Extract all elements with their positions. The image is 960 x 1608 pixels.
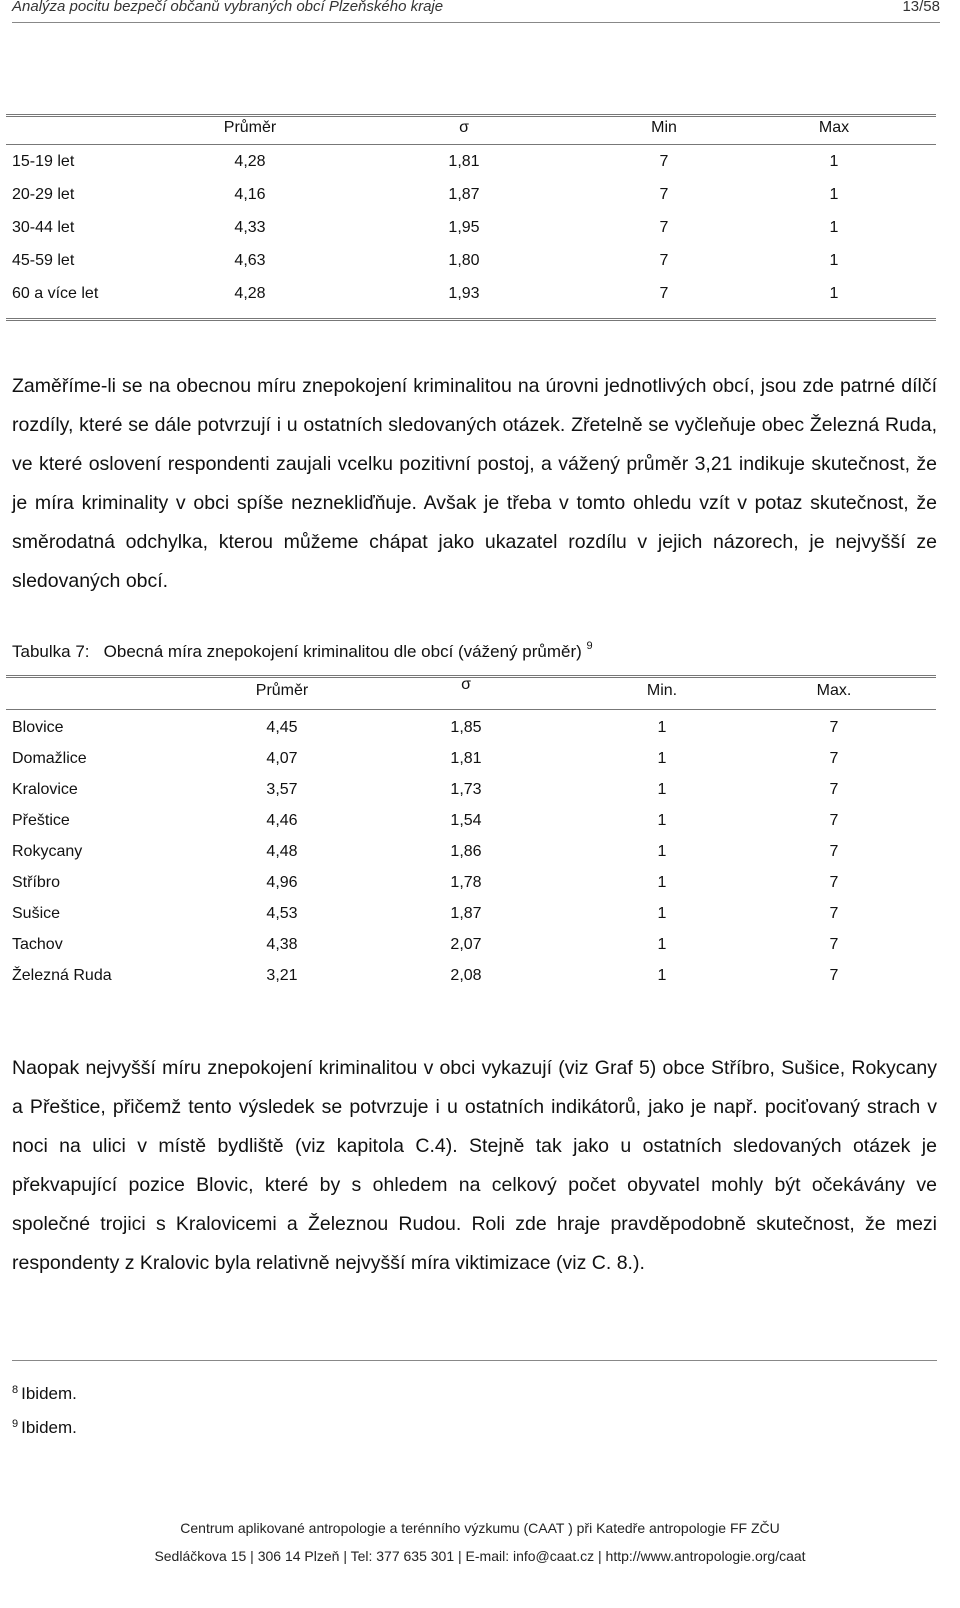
cell-mean: 4,48 (266, 843, 298, 860)
table-header-rule (6, 709, 936, 710)
cell-mean: 4,16 (234, 186, 266, 203)
cell-max: 7 (829, 781, 839, 798)
row-label: Kralovice (12, 781, 78, 798)
caption-text: Obecná míra znepokojení kriminalitou dle obcí (vážený průměr) (103, 642, 582, 661)
cell-max: 7 (829, 967, 839, 984)
row-label: Přeštice (12, 812, 70, 829)
cell-max: 1 (829, 252, 839, 269)
row-label: Stříbro (12, 874, 61, 891)
cell-max: 1 (829, 153, 839, 170)
row-label: Sušice (12, 905, 61, 922)
column-header: Průměr (223, 119, 277, 136)
cell-sigma: 1,85 (450, 719, 482, 736)
row-label: 20-29 let (12, 186, 75, 203)
cell-mean: 4,46 (266, 812, 298, 829)
body-paragraph: Zaměříme-li se na obecnou míru znepokojení kriminalitou na úrovni jednotlivých obcí, jsou zde patrné dílčí rozdíly, které se dále potvrzují i u ostatních sledovaných otázek. Zřetelně se vyčleňuje obec Železná Ruda, ve které oslovení respondenti zaujali vcelku pozitivní postoj, a vážený průměr 3,21 indikuje skutečnost, že je míra kriminality v obci spíše neznekliďňuje. Avšak je třeba v tomto ohledu vzít v potaz skutečnost, že směrodatná odchylka, kterou můžeme chápat jako ukazatel rozdílu v jejich názorech, je nejvyšší ze sledovaných obcí. (12, 375, 937, 592)
cell-min: 1 (657, 843, 667, 860)
row-label: Tachov (12, 936, 63, 953)
cell-sigma: 1,73 (450, 781, 482, 798)
document-header-title: Analýza pocitu bezpečí občanů vybraných obcí Plzeňského kraje (12, 0, 444, 15)
table-header-rule (6, 144, 936, 145)
cell-sigma: 2,07 (450, 936, 482, 953)
footer-contact: Sedláčkova 15 | 306 14 Plzeň | Tel: 377 635 301 | E-mail: info@caat.cz | http://www.antropologie.org/caat (154, 1548, 806, 1564)
footnote (12, 1384, 77, 1404)
cell-mean: 3,57 (266, 781, 298, 798)
cell-max: 7 (829, 874, 839, 891)
footnote (12, 1418, 77, 1438)
column-header: Min (651, 119, 677, 136)
cell-sigma: 1,54 (450, 812, 482, 829)
cell-max: 1 (829, 285, 839, 302)
table-top-rule (6, 114, 936, 117)
cell-min: 1 (657, 967, 667, 984)
row-label: Rokycany (12, 843, 83, 860)
column-header: σ (461, 676, 471, 693)
cell-min: 1 (657, 874, 667, 891)
cell-sigma: 1,81 (448, 153, 480, 170)
cell-min: 7 (659, 186, 669, 203)
cell-min: 1 (657, 936, 667, 953)
cell-min: 1 (657, 781, 667, 798)
row-label: 45-59 let (12, 252, 75, 269)
column-header: Min. (646, 682, 678, 699)
cell-min: 1 (657, 905, 667, 922)
table-bottom-rule (6, 318, 936, 321)
header-divider (12, 22, 940, 23)
row-label: Blovice (12, 719, 64, 736)
cell-max: 7 (829, 719, 839, 736)
cell-min: 1 (657, 750, 667, 767)
footnote-number: 8 (12, 1384, 19, 1396)
cell-mean: 4,07 (266, 750, 298, 767)
cell-min: 1 (657, 812, 667, 829)
cell-mean: 4,28 (234, 153, 266, 170)
cell-mean: 4,96 (266, 874, 298, 891)
cell-sigma: 1,87 (450, 905, 482, 922)
cell-max: 7 (829, 812, 839, 829)
footnote-divider (12, 1360, 937, 1361)
cell-max: 7 (829, 905, 839, 922)
cell-sigma: 1,86 (450, 843, 482, 860)
cell-mean: 4,45 (266, 719, 298, 736)
footer-institution: Centrum aplikované antropologie a terénního výzkumu (CAAT ) při Katedře antropologie FF ZČU (180, 1520, 780, 1536)
footnote-text: Ibidem. (21, 1384, 77, 1403)
cell-max: 7 (829, 843, 839, 860)
cell-sigma: 1,87 (448, 186, 480, 203)
cell-sigma: 1,80 (448, 252, 480, 269)
table-caption (12, 640, 593, 662)
page-number: 13/58 (902, 0, 940, 15)
cell-min: 7 (659, 219, 669, 236)
cell-max: 7 (829, 936, 839, 953)
cell-sigma: 1,93 (448, 285, 480, 302)
column-header: Průměr (255, 682, 309, 699)
cell-mean: 4,63 (234, 252, 266, 269)
cell-mean: 4,33 (234, 219, 266, 236)
row-label: 30-44 let (12, 219, 75, 236)
footnote-ref: 9 (586, 640, 593, 652)
row-label: Železná Ruda (12, 967, 112, 984)
cell-mean: 4,53 (266, 905, 298, 922)
row-label: Domažlice (12, 750, 87, 767)
row-label: 15-19 let (12, 153, 75, 170)
cell-sigma: 1,81 (450, 750, 482, 767)
column-header: Max (818, 119, 850, 136)
cell-mean: 4,38 (266, 936, 298, 953)
cell-sigma: 1,95 (448, 219, 480, 236)
cell-min: 7 (659, 285, 669, 302)
column-header: Max. (816, 682, 852, 699)
cell-sigma: 1,78 (450, 874, 482, 891)
cell-max: 7 (829, 750, 839, 767)
caption-label: Tabulka 7: (12, 642, 90, 661)
row-label: 60 a více let (12, 285, 99, 302)
cell-min: 7 (659, 153, 669, 170)
body-paragraph: Naopak nejvyšší míru znepokojení kriminalitou v obci vykazují (viz Graf 5) obce Stříbro, Sušice, Rokycany a Přeštice, přičemž tento výsledek se potvrzuje i u ostatních indikátorů, jako je např. pociťovaný strach v noci na ulici v místě bydliště (viz kapitola C.4). Stejně tak jako u ostatních sledovaných otázek je překvapující pozice Blovic, které by s ohledem na celkový počet obyvatel mohly být očekávány ve společné trojici s Kralovicemi a Železnou Rudou. Roli zde hraje pravděpodobně skutečnost, že mezi respondenty z Kralovic byla relativně nejvyšší míra viktimizace (viz C. 8.). (12, 1057, 937, 1274)
cell-min: 7 (659, 252, 669, 269)
footnote-text: Ibidem. (21, 1418, 77, 1437)
cell-min: 1 (657, 719, 667, 736)
footnote-number: 9 (12, 1418, 19, 1430)
column-header: σ (459, 119, 469, 136)
cell-mean: 4,28 (234, 285, 266, 302)
cell-sigma: 2,08 (450, 967, 482, 984)
cell-max: 1 (829, 219, 839, 236)
cell-mean: 3,21 (266, 967, 298, 984)
cell-max: 1 (829, 186, 839, 203)
